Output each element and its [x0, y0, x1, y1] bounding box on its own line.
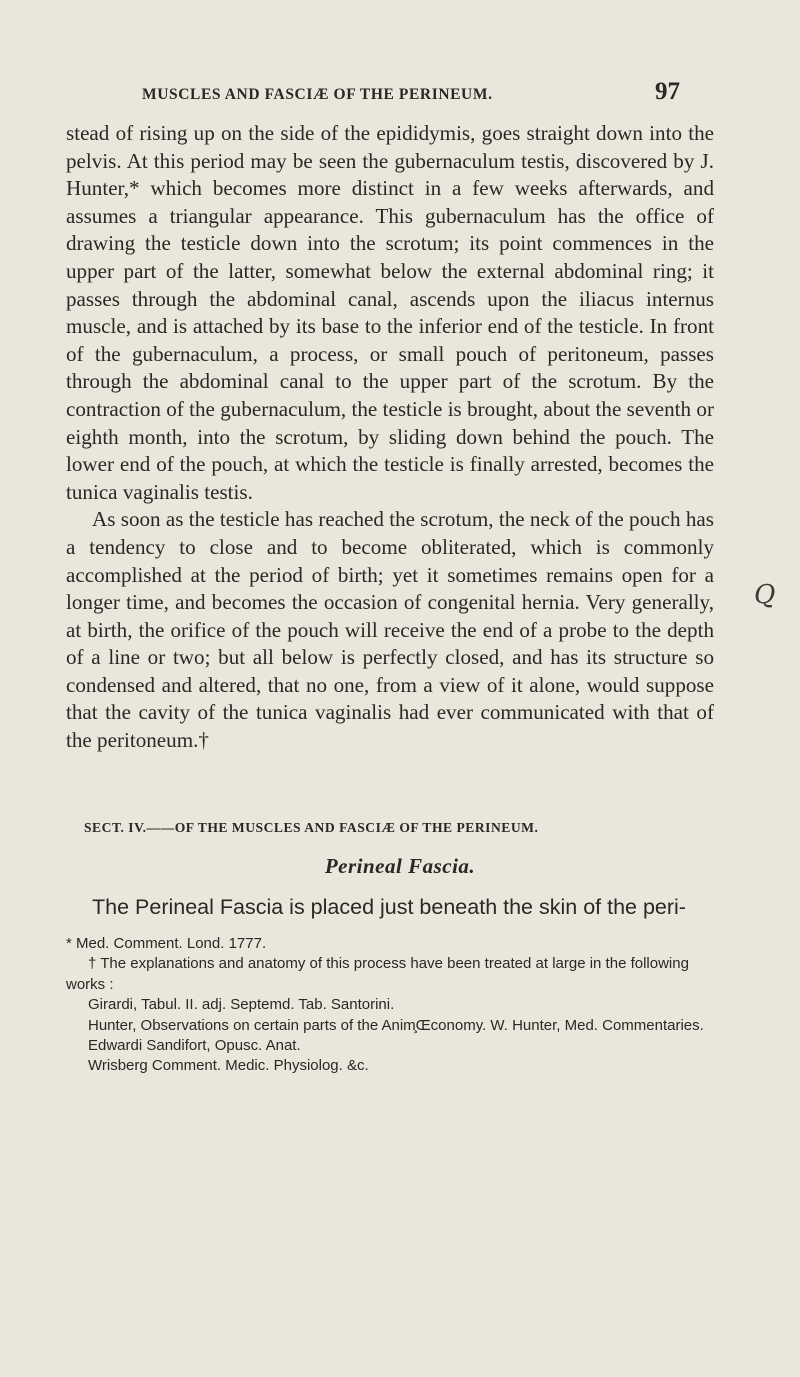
footnote-ref-3: Edwardi Sandifort, Opusc. Anat. — [88, 1037, 301, 1055]
footnote-ref-4: Wrisberg Comment. Medic. Physiolog. &c. — [88, 1057, 369, 1075]
footnote-ref-2: Hunter, Observations on certain parts of the Anim̧Œconomy. W. Hunter, Med. Commentaries. — [88, 1016, 704, 1034]
running-title: MUSCLES AND FASCIÆ OF THE PERINEUM. — [142, 86, 493, 103]
footnote-2: † The explanations and anatomy of this process have been treated at large in the following works : — [66, 955, 689, 993]
footnote-1: * Med. Comment. Lond. 1777. — [66, 935, 267, 952]
section-heading: SECT. IV.——OF THE MUSCLES AND FASCIÆ OF THE PERINEUM. — [84, 820, 539, 835]
paragraph-1: stead of rising up on the side of the epididymis, goes straight down into the pelvis. At this period may be seen the gubernaculum testis, discovered by J. Hunter,* which becomes more distinct in a few weeks afterwards, and assumes a triangular appearance. This gubernaculum has the office of drawing the testicle down into the scrotum; its point commences in the upper part of the latter, somewhat below the external abdominal ring; it passes through the abdominal canal, ascends upon the iliacus internus muscle, and is attached by its base to the inferior end of the testicle. In front of the gubernaculum, a process, or small pouch of peritoneum, passes through the abdominal canal to the upper part of the scrotum. By the contraction of the gubernaculum, the testicle is brought, about the seventh or eighth month, into the scrotum, by sliding down behind the pouch. The lower end of the pouch, at which the testicle is finally arrested, becomes the tunica vaginalis testis. — [66, 121, 714, 504]
footnote-ref-1: Girardi, Tabul. II. adj. Septemd. Tab. Santorini. — [88, 996, 395, 1014]
section-lead-line: The Perineal Fascia is placed just beneath the skin of the peri- — [92, 895, 686, 919]
margin-annotation: Q — [754, 580, 776, 610]
footnotes — [66, 934, 716, 1077]
page-number: 97 — [655, 78, 680, 105]
paragraph-2: As soon as the testicle has reached the scrotum, the neck of the pouch has a tendency to close and to become obliterated, which is commonly accomplished at the period of birth; yet it sometimes remains open for a longer time, and becomes the occasion of congenital hernia. Very generally, at birth, the orifice of the pouch will receive the end of a probe to the depth of a line or two; but all below is perfectly closed, and has its structure so condensed and altered, that no one, from a view of it alone, would suppose that the cavity of the tunica vaginalis had ever communicated with that of the peritoneum.† — [66, 507, 714, 753]
body-text — [66, 120, 714, 755]
section-subtitle: Perineal Fascia. — [324, 854, 476, 878]
